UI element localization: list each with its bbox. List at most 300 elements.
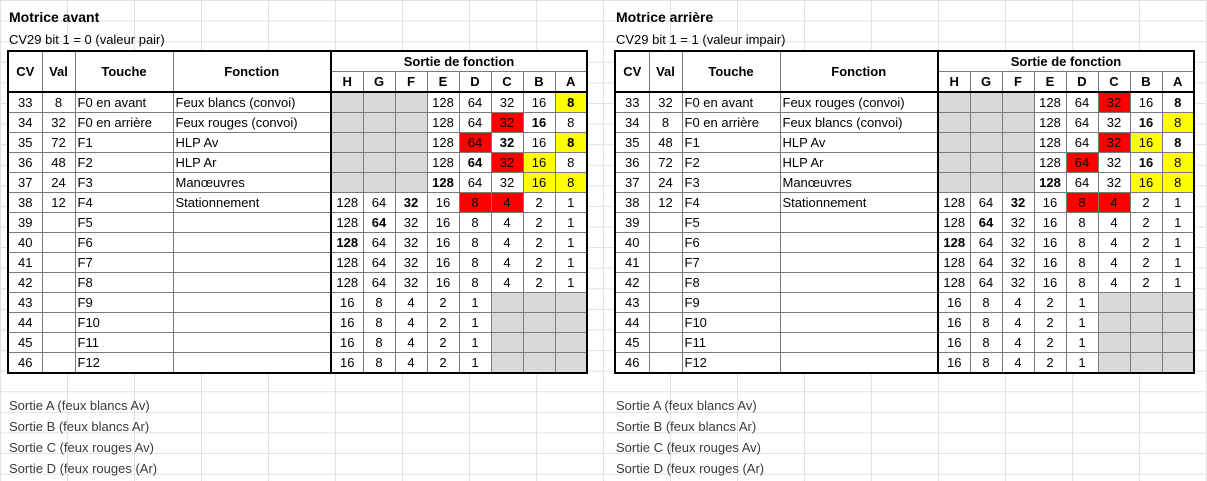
output-cell[interactable]: 2	[523, 193, 555, 213]
fonction-cell[interactable]: HLP Av	[173, 133, 331, 153]
output-cell[interactable]: 16	[427, 233, 459, 253]
output-cell[interactable]	[331, 153, 363, 173]
cv-cell[interactable]: 33	[615, 92, 649, 113]
touche-cell[interactable]: F5	[75, 213, 173, 233]
output-cell[interactable]: 64	[363, 233, 395, 253]
output-cell[interactable]: 16	[427, 253, 459, 273]
fonction-cell[interactable]: Feux rouges (convoi)	[780, 92, 938, 113]
output-cell[interactable]: 4	[1098, 273, 1130, 293]
output-cell[interactable]: 128	[331, 233, 363, 253]
touche-cell[interactable]: F1	[75, 133, 173, 153]
output-cell[interactable]: 128	[331, 193, 363, 213]
touche-cell[interactable]: F11	[75, 333, 173, 353]
output-cell[interactable]: 128	[938, 253, 970, 273]
output-cell[interactable]: 16	[938, 353, 970, 374]
cv-cell[interactable]: 43	[8, 293, 42, 313]
output-cell[interactable]: 2	[427, 293, 459, 313]
output-cell[interactable]	[970, 153, 1002, 173]
output-cell[interactable]: 4	[491, 213, 523, 233]
output-cell[interactable]: 128	[331, 253, 363, 273]
fonction-cell[interactable]: Feux blancs (convoi)	[173, 92, 331, 113]
output-cell[interactable]: 32	[1098, 133, 1130, 153]
output-cell[interactable]	[363, 153, 395, 173]
output-cell[interactable]	[395, 153, 427, 173]
fonction-cell[interactable]	[780, 233, 938, 253]
val-cell[interactable]	[649, 233, 682, 253]
output-cell[interactable]: 1	[459, 333, 491, 353]
touche-cell[interactable]: F10	[682, 313, 780, 333]
output-cell[interactable]: 1	[1066, 293, 1098, 313]
output-cell[interactable]	[363, 173, 395, 193]
output-cell[interactable]: 2	[1034, 333, 1066, 353]
output-cell[interactable]: 4	[1002, 353, 1034, 374]
output-cell[interactable]: 16	[331, 293, 363, 313]
note-item[interactable]: Sortie C (feux rouges Av)	[616, 440, 761, 455]
output-cell[interactable]: 8	[1162, 153, 1194, 173]
output-cell[interactable]: 4	[1098, 253, 1130, 273]
output-cell[interactable]	[938, 133, 970, 153]
output-cell[interactable]: 128	[938, 193, 970, 213]
output-cell[interactable]: 8	[555, 113, 587, 133]
touche-cell[interactable]: F2	[682, 153, 780, 173]
touche-cell[interactable]: F5	[682, 213, 780, 233]
fonction-cell[interactable]: Manœuvres	[173, 173, 331, 193]
output-cell[interactable]: 8	[1066, 273, 1098, 293]
cv-cell[interactable]: 40	[615, 233, 649, 253]
output-cell[interactable]: 2	[1130, 213, 1162, 233]
touche-cell[interactable]: F11	[682, 333, 780, 353]
fonction-cell[interactable]	[173, 333, 331, 353]
output-cell[interactable]: 32	[1098, 153, 1130, 173]
output-cell[interactable]: 8	[1066, 233, 1098, 253]
output-cell[interactable]: 1	[459, 353, 491, 374]
touche-cell[interactable]: F4	[682, 193, 780, 213]
output-cell[interactable]: 128	[427, 133, 459, 153]
fonction-cell[interactable]	[173, 233, 331, 253]
output-cell[interactable]	[523, 353, 555, 374]
output-cell[interactable]: 4	[1002, 293, 1034, 313]
output-cell[interactable]: 64	[970, 193, 1002, 213]
output-cell[interactable]: 16	[331, 353, 363, 374]
output-cell[interactable]	[938, 113, 970, 133]
output-cell[interactable]: 128	[331, 213, 363, 233]
output-cell[interactable]: 1	[1162, 273, 1194, 293]
output-cell[interactable]: 16	[1130, 92, 1162, 113]
output-cell[interactable]	[1162, 353, 1194, 374]
fonction-cell[interactable]	[780, 213, 938, 233]
output-cell[interactable]: 2	[1034, 353, 1066, 374]
touche-cell[interactable]: F0 en avant	[75, 92, 173, 113]
output-cell[interactable]: 128	[427, 153, 459, 173]
output-cell[interactable]: 16	[1130, 153, 1162, 173]
val-cell[interactable]	[42, 313, 75, 333]
val-cell[interactable]	[649, 333, 682, 353]
val-cell[interactable]	[42, 333, 75, 353]
output-cell[interactable]: 1	[555, 273, 587, 293]
cv-cell[interactable]: 41	[615, 253, 649, 273]
val-cell[interactable]: 8	[42, 92, 75, 113]
fonction-cell[interactable]: Feux blancs (convoi)	[780, 113, 938, 133]
output-cell[interactable]: 8	[1066, 193, 1098, 213]
output-cell[interactable]	[1130, 333, 1162, 353]
output-cell[interactable]	[938, 92, 970, 113]
output-cell[interactable]: 32	[395, 193, 427, 213]
touche-cell[interactable]: F10	[75, 313, 173, 333]
val-cell[interactable]	[649, 253, 682, 273]
output-cell[interactable]	[1130, 313, 1162, 333]
touche-cell[interactable]: F3	[682, 173, 780, 193]
cv-cell[interactable]: 39	[615, 213, 649, 233]
cv-cell[interactable]: 38	[615, 193, 649, 213]
output-cell[interactable]	[1098, 333, 1130, 353]
output-cell[interactable]: 1	[1162, 193, 1194, 213]
fonction-cell[interactable]: Stationnement	[780, 193, 938, 213]
val-cell[interactable]	[649, 353, 682, 374]
output-cell[interactable]: 64	[363, 273, 395, 293]
cv-cell[interactable]: 36	[8, 153, 42, 173]
output-cell[interactable]	[331, 133, 363, 153]
output-cell[interactable]: 128	[938, 233, 970, 253]
output-cell[interactable]	[970, 113, 1002, 133]
output-cell[interactable]: 32	[491, 113, 523, 133]
output-cell[interactable]: 8	[555, 153, 587, 173]
cv-cell[interactable]: 39	[8, 213, 42, 233]
fonction-cell[interactable]	[780, 333, 938, 353]
output-cell[interactable]: 8	[363, 333, 395, 353]
cv-cell[interactable]: 41	[8, 253, 42, 273]
val-cell[interactable]: 32	[42, 113, 75, 133]
output-cell[interactable]	[1130, 353, 1162, 374]
output-cell[interactable]: 128	[427, 173, 459, 193]
output-cell[interactable]: 4	[1098, 213, 1130, 233]
output-cell[interactable]	[1002, 92, 1034, 113]
touche-cell[interactable]: F12	[682, 353, 780, 374]
touche-cell[interactable]: F7	[682, 253, 780, 273]
output-cell[interactable]: 8	[970, 313, 1002, 333]
output-cell[interactable]	[331, 92, 363, 113]
output-cell[interactable]	[395, 133, 427, 153]
output-cell[interactable]: 1	[459, 313, 491, 333]
cv-cell[interactable]: 35	[615, 133, 649, 153]
output-cell[interactable]: 16	[523, 173, 555, 193]
cv-cell[interactable]: 44	[8, 313, 42, 333]
output-cell[interactable]: 1	[1066, 313, 1098, 333]
cv-cell[interactable]: 44	[615, 313, 649, 333]
output-cell[interactable]	[491, 313, 523, 333]
touche-cell[interactable]: F2	[75, 153, 173, 173]
output-cell[interactable]: 64	[1066, 113, 1098, 133]
fonction-cell[interactable]	[780, 313, 938, 333]
val-cell[interactable]: 24	[649, 173, 682, 193]
fonction-cell[interactable]: Stationnement	[173, 193, 331, 213]
touche-cell[interactable]: F6	[75, 233, 173, 253]
output-cell[interactable]: 64	[970, 233, 1002, 253]
val-cell[interactable]: 12	[42, 193, 75, 213]
output-cell[interactable]: 128	[331, 273, 363, 293]
output-cell[interactable]: 128	[1034, 92, 1066, 113]
output-cell[interactable]	[331, 113, 363, 133]
touche-cell[interactable]: F4	[75, 193, 173, 213]
output-cell[interactable]: 64	[1066, 173, 1098, 193]
output-cell[interactable]: 32	[395, 253, 427, 273]
output-cell[interactable]: 2	[1034, 293, 1066, 313]
fonction-cell[interactable]	[780, 293, 938, 313]
output-cell[interactable]: 16	[331, 313, 363, 333]
note-item[interactable]: Sortie B (feux blancs Ar)	[616, 419, 757, 434]
output-cell[interactable]: 8	[555, 173, 587, 193]
val-cell[interactable]	[42, 273, 75, 293]
output-cell[interactable]	[491, 293, 523, 313]
output-cell[interactable]: 1	[555, 233, 587, 253]
fonction-cell[interactable]	[173, 253, 331, 273]
val-cell[interactable]: 32	[649, 92, 682, 113]
output-cell[interactable]: 8	[1162, 92, 1194, 113]
touche-cell[interactable]: F8	[75, 273, 173, 293]
fonction-cell[interactable]: HLP Av	[780, 133, 938, 153]
output-cell[interactable]: 8	[459, 253, 491, 273]
output-cell[interactable]: 8	[459, 233, 491, 253]
output-cell[interactable]: 64	[459, 153, 491, 173]
output-cell[interactable]: 1	[1066, 333, 1098, 353]
output-cell[interactable]: 32	[1002, 213, 1034, 233]
val-cell[interactable]	[649, 273, 682, 293]
output-cell[interactable]: 128	[427, 113, 459, 133]
output-cell[interactable]	[555, 313, 587, 333]
output-cell[interactable]: 32	[491, 92, 523, 113]
output-cell[interactable]	[1130, 293, 1162, 313]
note-item[interactable]: Sortie C (feux rouges Av)	[9, 440, 154, 455]
output-cell[interactable]: 16	[1130, 173, 1162, 193]
output-cell[interactable]	[1002, 173, 1034, 193]
output-cell[interactable]: 64	[1066, 133, 1098, 153]
output-cell[interactable]: 64	[459, 113, 491, 133]
touche-cell[interactable]: F7	[75, 253, 173, 273]
val-cell[interactable]: 48	[42, 153, 75, 173]
output-cell[interactable]: 2	[1034, 313, 1066, 333]
output-cell[interactable]: 1	[1162, 213, 1194, 233]
output-cell[interactable]: 32	[491, 153, 523, 173]
output-cell[interactable]: 1	[459, 293, 491, 313]
val-cell[interactable]	[42, 233, 75, 253]
fonction-cell[interactable]	[173, 353, 331, 374]
output-cell[interactable]: 16	[1130, 133, 1162, 153]
val-cell[interactable]: 12	[649, 193, 682, 213]
output-cell[interactable]: 64	[1066, 153, 1098, 173]
output-cell[interactable]: 32	[395, 273, 427, 293]
output-cell[interactable]: 8	[459, 213, 491, 233]
output-cell[interactable]: 128	[938, 213, 970, 233]
output-cell[interactable]: 16	[1130, 113, 1162, 133]
fonction-cell[interactable]: HLP Ar	[173, 153, 331, 173]
output-cell[interactable]: 16	[523, 92, 555, 113]
touche-cell[interactable]: F6	[682, 233, 780, 253]
output-cell[interactable]: 16	[1034, 193, 1066, 213]
output-cell[interactable]	[555, 353, 587, 374]
output-cell[interactable]: 8	[555, 133, 587, 153]
touche-cell[interactable]: F8	[682, 273, 780, 293]
note-item[interactable]: Sortie A (feux blancs Av)	[9, 398, 150, 413]
output-cell[interactable]	[363, 133, 395, 153]
output-cell[interactable]	[970, 92, 1002, 113]
touche-cell[interactable]: F1	[682, 133, 780, 153]
output-cell[interactable]	[1098, 293, 1130, 313]
output-cell[interactable]	[938, 173, 970, 193]
output-cell[interactable]: 16	[523, 153, 555, 173]
cv-cell[interactable]: 36	[615, 153, 649, 173]
output-cell[interactable]: 32	[395, 213, 427, 233]
output-cell[interactable]: 32	[1098, 173, 1130, 193]
fonction-cell[interactable]	[780, 273, 938, 293]
output-cell[interactable]: 8	[363, 313, 395, 333]
output-cell[interactable]: 2	[523, 253, 555, 273]
output-cell[interactable]: 8	[1162, 133, 1194, 153]
output-cell[interactable]	[1002, 113, 1034, 133]
output-cell[interactable]: 2	[427, 333, 459, 353]
note-item[interactable]: Sortie D (feux rouges (Ar)	[9, 461, 158, 476]
output-cell[interactable]	[331, 173, 363, 193]
output-cell[interactable]	[1162, 293, 1194, 313]
output-cell[interactable]: 2	[427, 313, 459, 333]
output-cell[interactable]	[491, 333, 523, 353]
cv-cell[interactable]: 34	[615, 113, 649, 133]
output-cell[interactable]: 2	[1130, 273, 1162, 293]
output-cell[interactable]: 64	[970, 253, 1002, 273]
cv-cell[interactable]: 33	[8, 92, 42, 113]
output-cell[interactable]: 1	[1066, 353, 1098, 374]
output-cell[interactable]: 64	[363, 193, 395, 213]
cv-cell[interactable]: 42	[615, 273, 649, 293]
touche-cell[interactable]: F9	[75, 293, 173, 313]
output-cell[interactable]: 8	[970, 353, 1002, 374]
output-cell[interactable]	[363, 113, 395, 133]
output-cell[interactable]: 32	[1002, 233, 1034, 253]
cv-cell[interactable]: 45	[8, 333, 42, 353]
output-cell[interactable]	[938, 153, 970, 173]
output-cell[interactable]: 32	[395, 233, 427, 253]
output-cell[interactable]	[363, 92, 395, 113]
output-cell[interactable]	[1002, 153, 1034, 173]
output-cell[interactable]: 8	[1162, 113, 1194, 133]
output-cell[interactable]	[1162, 333, 1194, 353]
output-cell[interactable]	[395, 173, 427, 193]
cv-cell[interactable]: 43	[615, 293, 649, 313]
output-cell[interactable]: 8	[1162, 173, 1194, 193]
note-item[interactable]: Sortie D (feux rouges (Ar)	[616, 461, 765, 476]
output-cell[interactable]: 2	[523, 273, 555, 293]
cv-cell[interactable]: 40	[8, 233, 42, 253]
output-cell[interactable]: 16	[938, 293, 970, 313]
fonction-cell[interactable]: Feux rouges (convoi)	[173, 113, 331, 133]
fonction-cell[interactable]	[173, 273, 331, 293]
output-cell[interactable]: 8	[970, 293, 1002, 313]
output-cell[interactable]: 1	[555, 193, 587, 213]
cv-cell[interactable]: 35	[8, 133, 42, 153]
val-cell[interactable]: 48	[649, 133, 682, 153]
cv-cell[interactable]: 37	[615, 173, 649, 193]
output-cell[interactable]: 1	[555, 213, 587, 233]
output-cell[interactable]: 2	[523, 233, 555, 253]
touche-cell[interactable]: F0 en arrière	[75, 113, 173, 133]
val-cell[interactable]: 8	[649, 113, 682, 133]
val-cell[interactable]: 72	[649, 153, 682, 173]
output-cell[interactable]: 128	[1034, 153, 1066, 173]
cv-cell[interactable]: 46	[615, 353, 649, 374]
output-cell[interactable]: 4	[1002, 313, 1034, 333]
output-cell[interactable]	[1002, 133, 1034, 153]
output-cell[interactable]: 64	[1066, 92, 1098, 113]
output-cell[interactable]: 16	[331, 333, 363, 353]
cv-cell[interactable]: 46	[8, 353, 42, 374]
output-cell[interactable]	[1098, 313, 1130, 333]
output-cell[interactable]: 4	[395, 293, 427, 313]
output-cell[interactable]	[491, 353, 523, 374]
fonction-cell[interactable]	[780, 353, 938, 374]
output-cell[interactable]: 2	[1130, 253, 1162, 273]
output-cell[interactable]: 4	[491, 253, 523, 273]
val-cell[interactable]	[42, 353, 75, 374]
output-cell[interactable]: 32	[1002, 273, 1034, 293]
output-cell[interactable]: 128	[1034, 113, 1066, 133]
output-cell[interactable]: 2	[1130, 233, 1162, 253]
cv-cell[interactable]: 37	[8, 173, 42, 193]
cv-cell[interactable]: 45	[615, 333, 649, 353]
output-cell[interactable]	[523, 293, 555, 313]
output-cell[interactable]: 16	[1034, 233, 1066, 253]
output-cell[interactable]: 128	[1034, 173, 1066, 193]
output-cell[interactable]: 16	[938, 333, 970, 353]
output-cell[interactable]: 16	[1034, 273, 1066, 293]
touche-cell[interactable]: F12	[75, 353, 173, 374]
fonction-cell[interactable]	[173, 213, 331, 233]
output-cell[interactable]: 128	[1034, 133, 1066, 153]
output-cell[interactable]	[555, 333, 587, 353]
output-cell[interactable]: 64	[363, 253, 395, 273]
output-cell[interactable]: 8	[459, 273, 491, 293]
touche-cell[interactable]: F3	[75, 173, 173, 193]
output-cell[interactable]: 64	[970, 213, 1002, 233]
output-cell[interactable]	[555, 293, 587, 313]
output-cell[interactable]: 4	[1002, 333, 1034, 353]
output-cell[interactable]: 4	[491, 273, 523, 293]
output-cell[interactable]: 4	[1098, 193, 1130, 213]
output-cell[interactable]	[970, 173, 1002, 193]
output-cell[interactable]: 16	[1034, 253, 1066, 273]
output-cell[interactable]: 32	[491, 173, 523, 193]
output-cell[interactable]	[970, 133, 1002, 153]
val-cell[interactable]	[649, 293, 682, 313]
output-cell[interactable]: 4	[491, 233, 523, 253]
output-cell[interactable]: 2	[1130, 193, 1162, 213]
output-cell[interactable]: 16	[938, 313, 970, 333]
output-cell[interactable]: 1	[1162, 253, 1194, 273]
output-cell[interactable]	[395, 92, 427, 113]
output-cell[interactable]: 4	[395, 333, 427, 353]
output-cell[interactable]: 16	[427, 213, 459, 233]
output-cell[interactable]: 4	[395, 353, 427, 374]
output-cell[interactable]: 16	[427, 193, 459, 213]
output-cell[interactable]: 64	[459, 92, 491, 113]
output-cell[interactable]: 4	[491, 193, 523, 213]
cv-cell[interactable]: 42	[8, 273, 42, 293]
touche-cell[interactable]: F0 en avant	[682, 92, 780, 113]
output-cell[interactable]: 64	[363, 213, 395, 233]
note-item[interactable]: Sortie A (feux blancs Av)	[616, 398, 757, 413]
touche-cell[interactable]: F9	[682, 293, 780, 313]
output-cell[interactable]: 8	[363, 293, 395, 313]
output-cell[interactable]: 32	[1002, 253, 1034, 273]
fonction-cell[interactable]: Manœuvres	[780, 173, 938, 193]
val-cell[interactable]	[649, 213, 682, 233]
